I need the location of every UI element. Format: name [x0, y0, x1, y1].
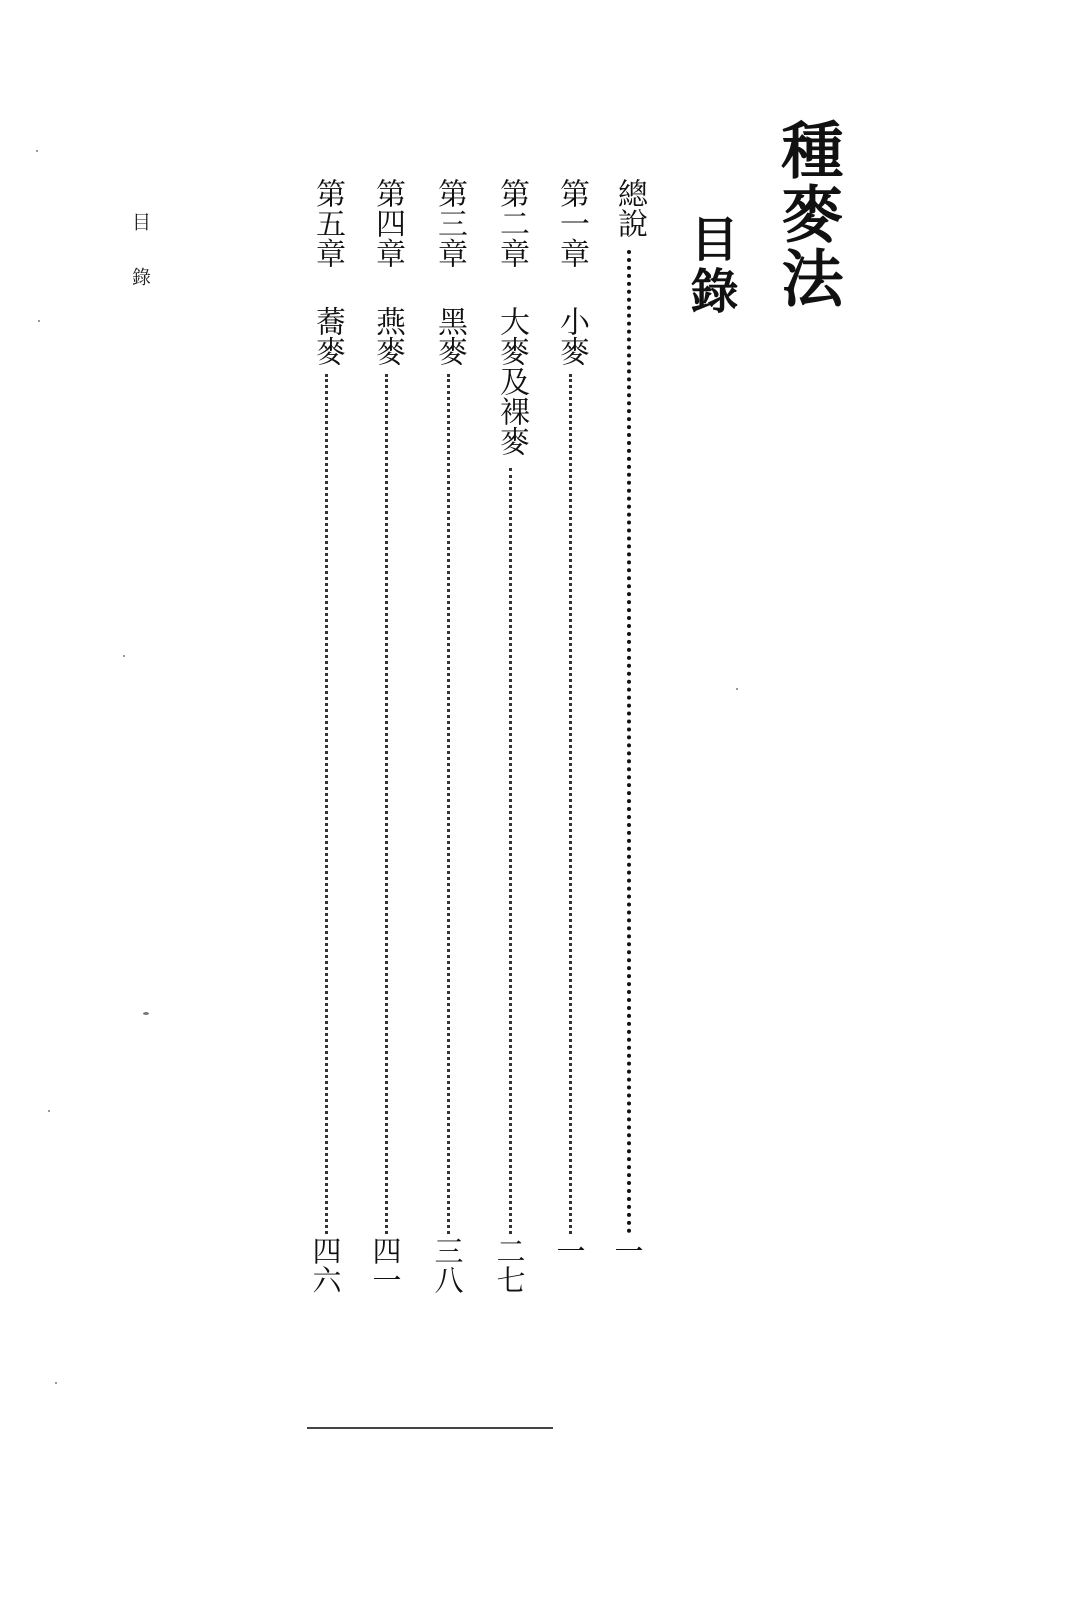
toc-chapter-title: 蕎麥	[310, 306, 345, 366]
bottom-rule	[307, 1427, 553, 1429]
toc-page-number: 四一	[368, 1236, 403, 1294]
toc-page-number: 三八	[430, 1236, 465, 1294]
scan-speck	[123, 655, 125, 657]
toc-page-number: 一	[552, 1236, 587, 1265]
toc-entry-chapter-3[interactable]	[428, 178, 472, 1308]
toc-chapter-title: 燕麥	[370, 306, 405, 366]
toc-chapter-title: 黑麥	[432, 306, 467, 366]
scan-speck	[143, 1012, 149, 1015]
dot-leader	[447, 374, 454, 1234]
toc-heading: 目錄	[682, 214, 738, 318]
toc-page-number: 四六	[308, 1236, 343, 1294]
toc-chapter-label: 第四章	[370, 178, 405, 268]
dot-leader	[509, 468, 516, 1234]
dot-leader	[385, 374, 392, 1234]
scan-speck	[55, 1382, 57, 1384]
toc-page-number: 二七	[492, 1236, 527, 1294]
toc-page-number: 一	[610, 1236, 645, 1265]
toc-entry-chapter-4[interactable]	[366, 178, 410, 1308]
toc-entry-chapter-1[interactable]	[550, 178, 594, 1308]
toc-chapter-label: 第二章	[494, 178, 529, 268]
dot-leader	[569, 374, 576, 1234]
toc-entry-chapter-5[interactable]	[306, 178, 350, 1308]
scan-speck	[736, 688, 738, 690]
toc-chapter-label: 第三章	[432, 178, 467, 268]
running-header: 目錄	[129, 212, 151, 322]
scan-speck	[38, 320, 40, 322]
toc-entry-general[interactable]	[608, 178, 652, 1308]
toc-entry-chapter-2[interactable]	[490, 178, 534, 1308]
dot-leader	[325, 374, 332, 1234]
toc-chapter-title: 大麥及裸麥	[494, 306, 529, 456]
book-title: 種麥法	[771, 118, 844, 310]
toc-chapter-label: 第五章	[310, 178, 345, 268]
scan-speck	[36, 150, 38, 152]
toc-chapter-label: 總說	[612, 178, 647, 238]
scan-speck	[48, 1110, 50, 1112]
toc-chapter-label: 第一章	[554, 178, 589, 268]
toc-chapter-title: 小麥	[554, 306, 589, 366]
dot-leader	[627, 250, 635, 1234]
